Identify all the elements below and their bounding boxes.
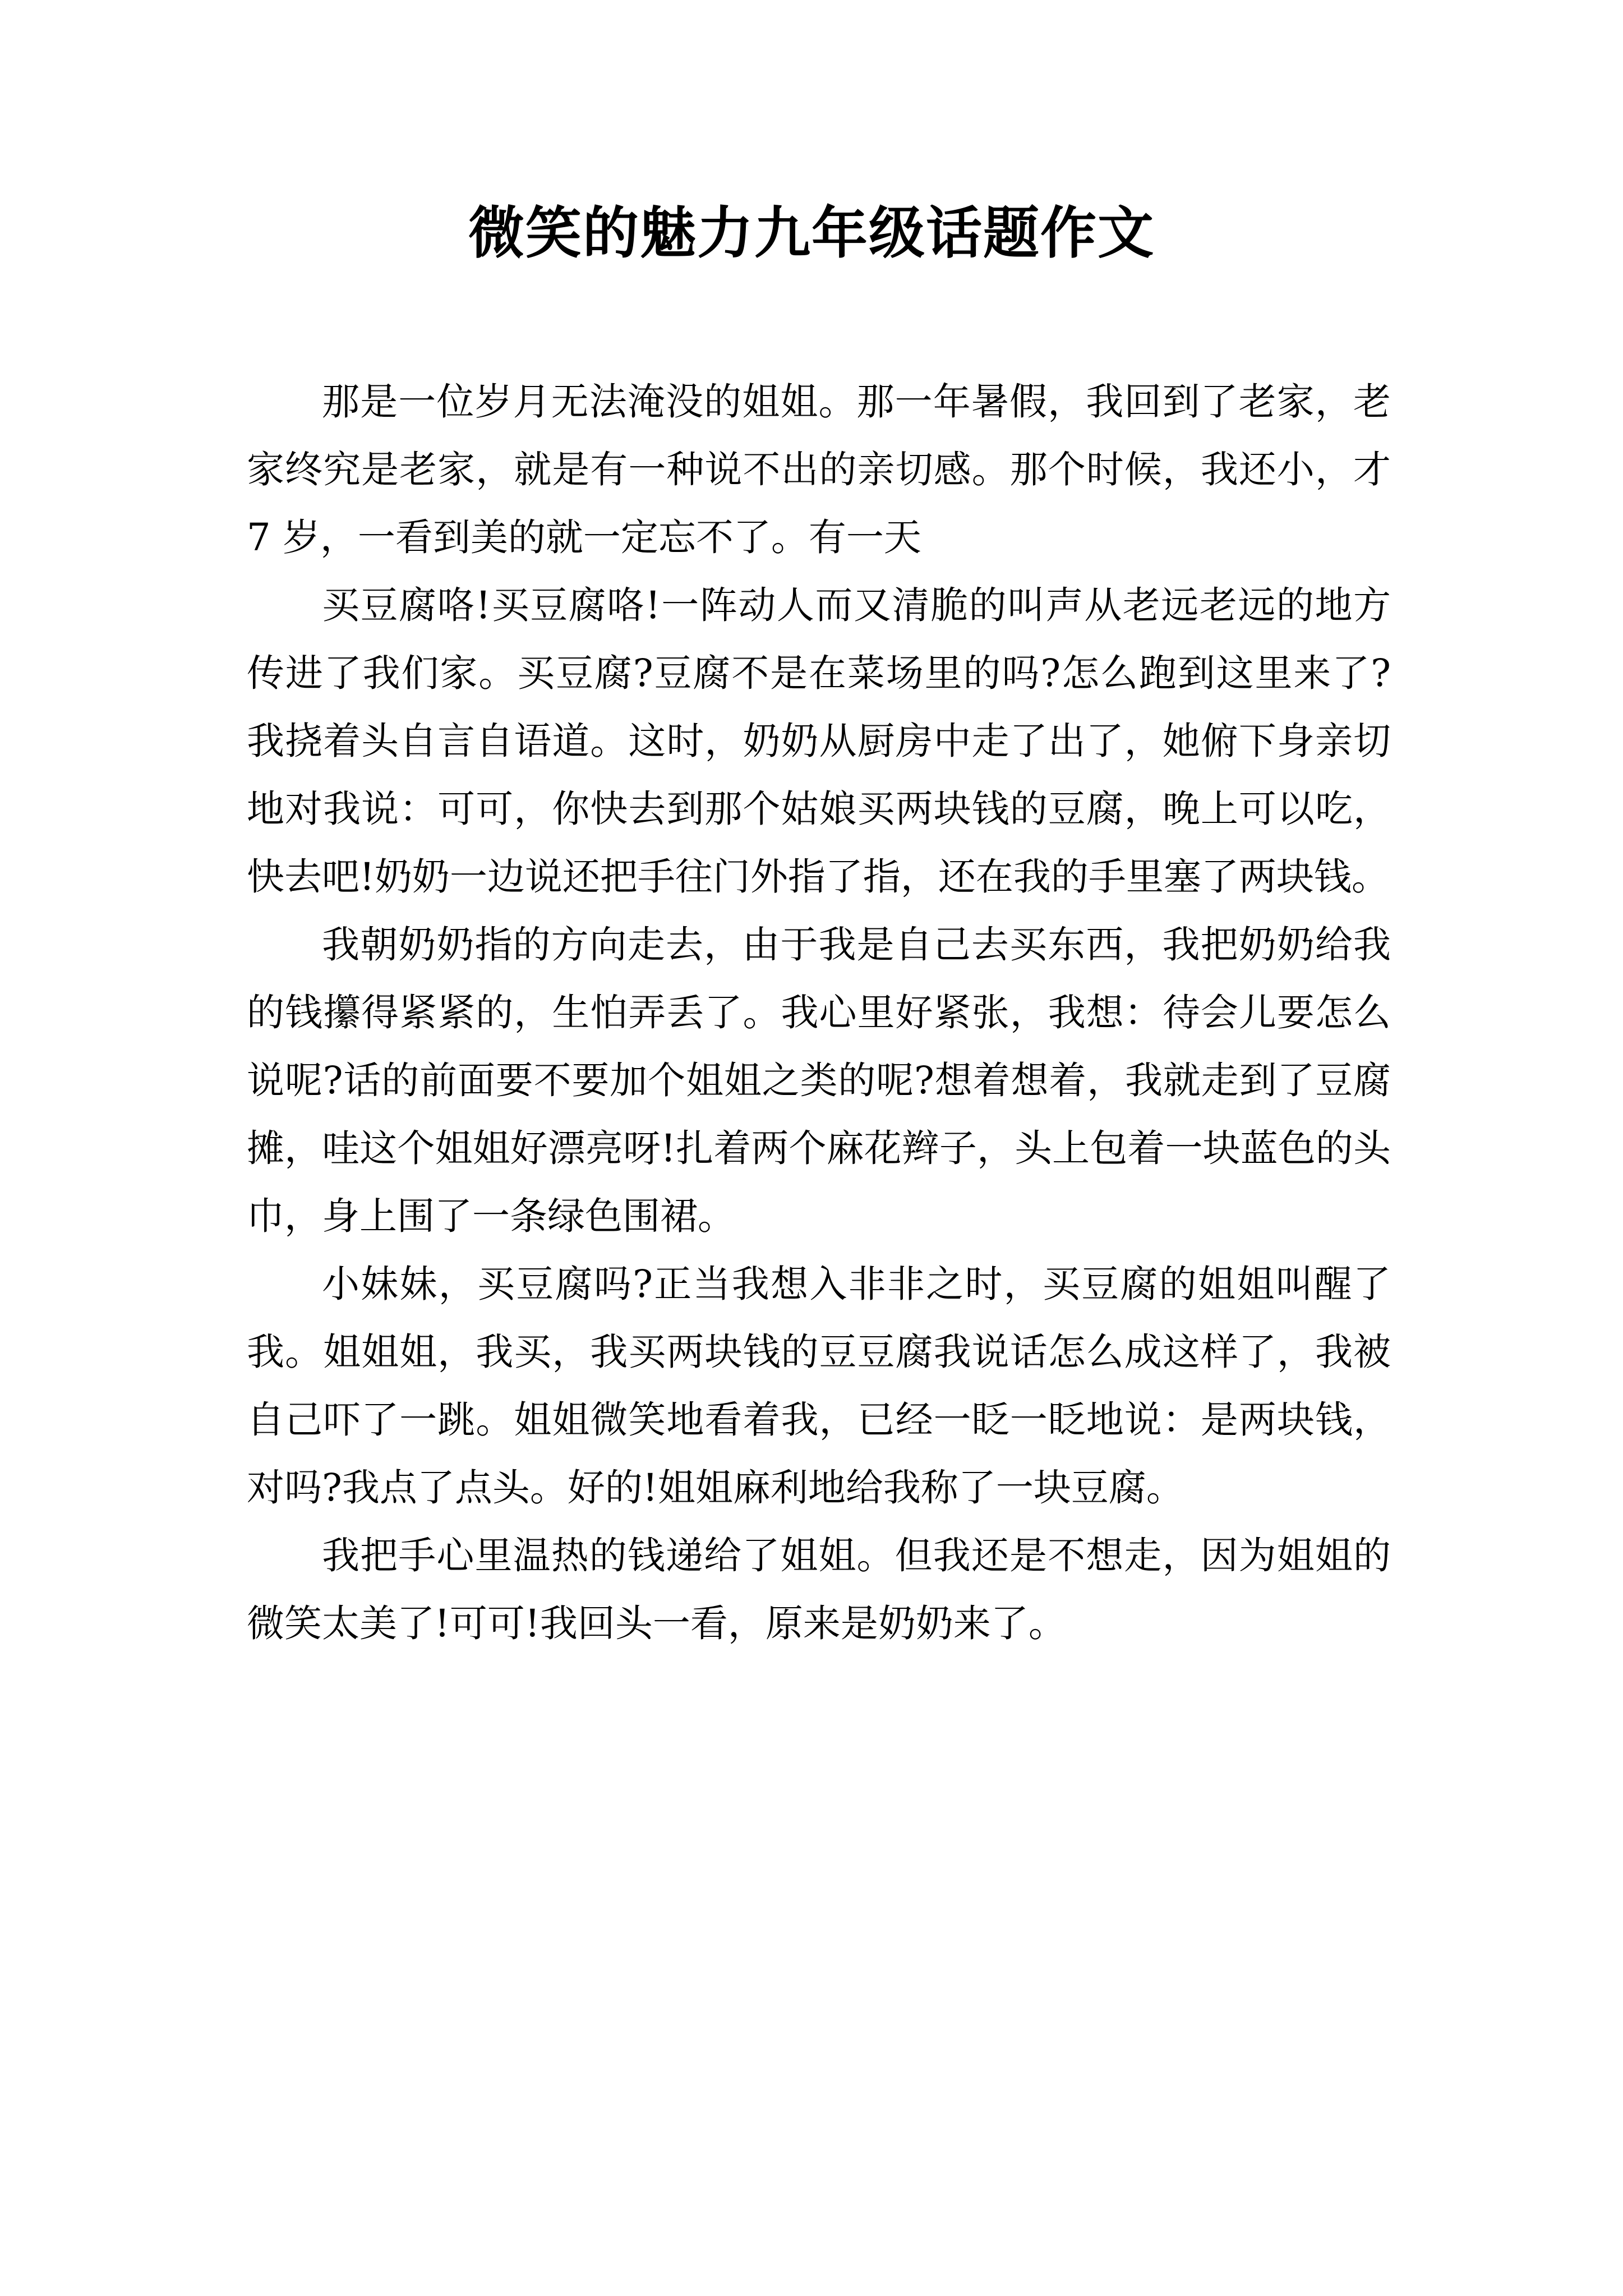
essay-body xyxy=(247,368,1391,1658)
paragraph-4: 小妹妹，买豆腐吗?正当我想入非非之时，买豆腐的姐姐叫醒了我。姐姐姐，我买，我买两块钱的豆豆腐我说话怎么成这样了，我被自己吓了一跳。姐姐微笑地看着我，已经一眨一眨地说：是两块钱，对吗?我点了点头。好的!姐姐麻利地给我称了一块豆腐。 xyxy=(247,1262,1391,1510)
paragraph-2: 买豆腐咯!买豆腐咯!一阵动人而又清脆的叫声从老远老远的地方传进了我们家。买豆腐?豆腐不是在菜场里的吗?怎么跑到这里来了?我挠着头自言自语道。这时，奶奶从厨房中走了出了，她俯下身亲切地对我说：可可，你快去到那个姑娘买两块钱的豆腐，晚上可以吃，快去吧!奶奶一边说还把手往门外指了指，还在我的手里塞了两块钱。 xyxy=(247,583,1391,899)
essay-title: 微笑的魅力九年级话题作文 xyxy=(468,200,1155,266)
paragraph-5: 我把手心里温热的钱递给了姐姐。但我还是不想走，因为姐姐的微笑太美了!可可!我回头一看，原来是奶奶来了。 xyxy=(247,1534,1391,1645)
paragraph-3: 我朝奶奶指的方向走去，由于我是自己去买东西，我把奶奶给我的钱攥得紧紧的，生怕弄丢了。我心里好紧张，我想：待会儿要怎么说呢?话的前面要不要加个姐姐之类的呢?想着想着，我就走到了豆腐摊，哇这个姐姐好漂亮呀!扎着两个麻花辫子，头上包着一块蓝色的头巾，身上围了一条绿色围裙。 xyxy=(247,923,1391,1238)
paragraph-1: 那是一位岁月无法淹没的姐姐。那一年暑假，我回到了老家，老家终究是老家，就是有一种说不出的亲切感。那个时候，我还小，才 7 岁，一看到美的就一定忘不了。有一天 xyxy=(247,380,1391,559)
